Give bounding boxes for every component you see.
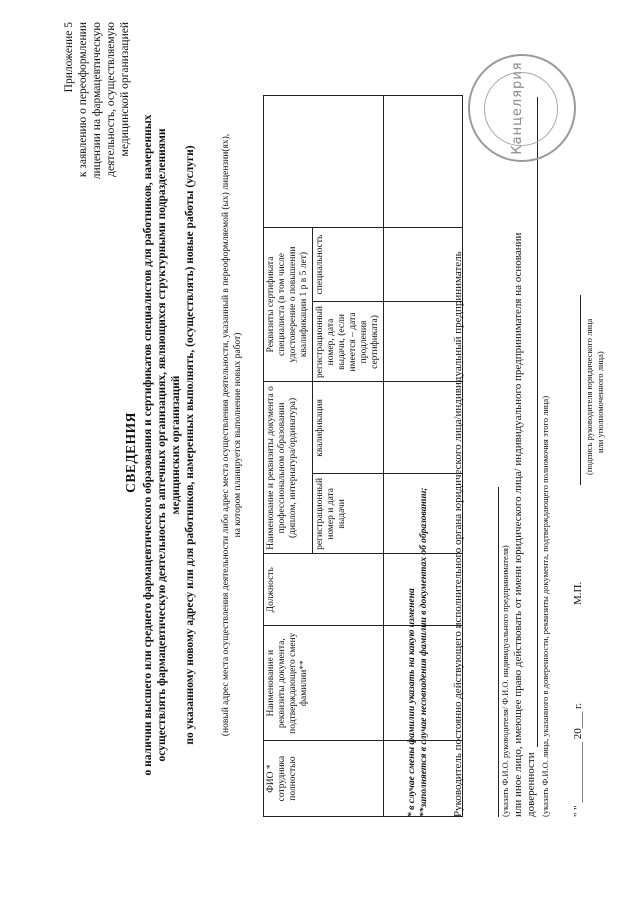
empty-header-cell	[264, 96, 384, 228]
address-note-line: на котором планируется выполнение новых работ)	[233, 332, 243, 538]
date-line[interactable]: " " ___________ 20___ г.	[572, 702, 584, 817]
appendix-line: медицинской организацией	[119, 22, 131, 157]
table-cell[interactable]	[384, 227, 463, 302]
address-note	[220, 115, 244, 755]
subheader-specialty: специальность	[313, 227, 384, 302]
header-certificate: Реквизиты сертификата специалиста (в том числе удостоверение о повышении квалификации 1 р в 5 лет)	[264, 227, 313, 382]
signature-hint-1: (подпись руководителя юридического лица	[584, 318, 594, 475]
heading-line: медицинских организаций	[170, 375, 182, 515]
fio-input-line[interactable]	[498, 487, 499, 817]
heading-line: о наличии высшего или среднего фармацевтического образования и сертификатов специалистов для работников, намеренных	[142, 114, 154, 776]
heading-line: по указанному новому адресу или для работников, намеренных выполнять, (осуществлять) новые работы (услуги)	[184, 145, 196, 745]
staff-table	[263, 95, 463, 817]
header-education: Наименование и реквизиты документа о профессиональном образовании (диплом, интернатура/ординатура)	[264, 382, 313, 554]
appendix-line: к заявлению о переоформлении	[77, 22, 89, 178]
appendix-line: Приложение 5	[63, 22, 75, 93]
signature-input-line[interactable]	[580, 295, 581, 485]
footnote: **заполняется в случае несовпадения фамилии в документах об образовании;	[419, 487, 429, 817]
subheader-reg-date: регистрационный номер и дата выдачи	[313, 474, 384, 554]
power-of-attorney-label: доверенности	[525, 752, 537, 817]
authorized-person-label: или иное лицо, имеющее право действовать от имени юридического лица/ индивидуального предпринимателя на основании	[512, 232, 524, 817]
header-name-change-doc: Наименование и реквизиты документа, подтверждающего смену фамилии**	[264, 626, 384, 741]
table-cell[interactable]	[384, 382, 463, 474]
footnote: * в случае смены фамилии указать на какую изменена	[407, 588, 417, 817]
attorney-hint: (указать Ф.И.О. лица, указанного в доверенности, реквизиты документа, подтверждающего полномочия этого лица)	[540, 395, 550, 817]
heading-line: осуществлять фармацевтическую деятельность в аптечных организациях, являющихся структурными подразделениями	[156, 128, 168, 762]
appendix-line: лицензии на фармацевтическую	[91, 22, 103, 180]
appendix-note	[62, 22, 132, 262]
appendix-line: деятельность, осуществляемую	[105, 22, 117, 177]
fio-hint: (указать Ф.И.О. руководителя/ Ф.И.О. индивидуального предпринимателя)	[500, 545, 510, 817]
seal-place: М.П.	[572, 581, 584, 605]
header-position: Должность	[264, 554, 384, 626]
attorney-input-line[interactable]	[537, 97, 538, 747]
stamp-word: Канцелярия	[510, 61, 525, 155]
signature-hint-2: или уполномоченного лица)	[595, 351, 605, 453]
header-fio: ФИО * сотрудника полностью	[264, 741, 384, 817]
document-heading	[141, 95, 197, 795]
office-stamp	[468, 54, 576, 162]
table-cell[interactable]	[384, 96, 463, 228]
subheader-cert-reg: регистрационный номер, дата выдачи, (если имеется – дата продления сертификата)	[313, 302, 384, 382]
document-title: СВЕДЕНИЯ	[123, 412, 138, 493]
head-of-organization-label: Руководитель постоянно действующего исполнительного органа юридического лица/индивидуальный предприниматель	[452, 251, 464, 817]
footnotes	[406, 488, 430, 817]
table-cell[interactable]	[384, 302, 463, 382]
subheader-qualification: квалификация	[313, 382, 384, 474]
address-note-line: (новый адрес места осуществления деятельности либо адрес места осуществления деятельности, указанный в переоформляемой (ых) лицензии(ях),	[221, 133, 231, 737]
